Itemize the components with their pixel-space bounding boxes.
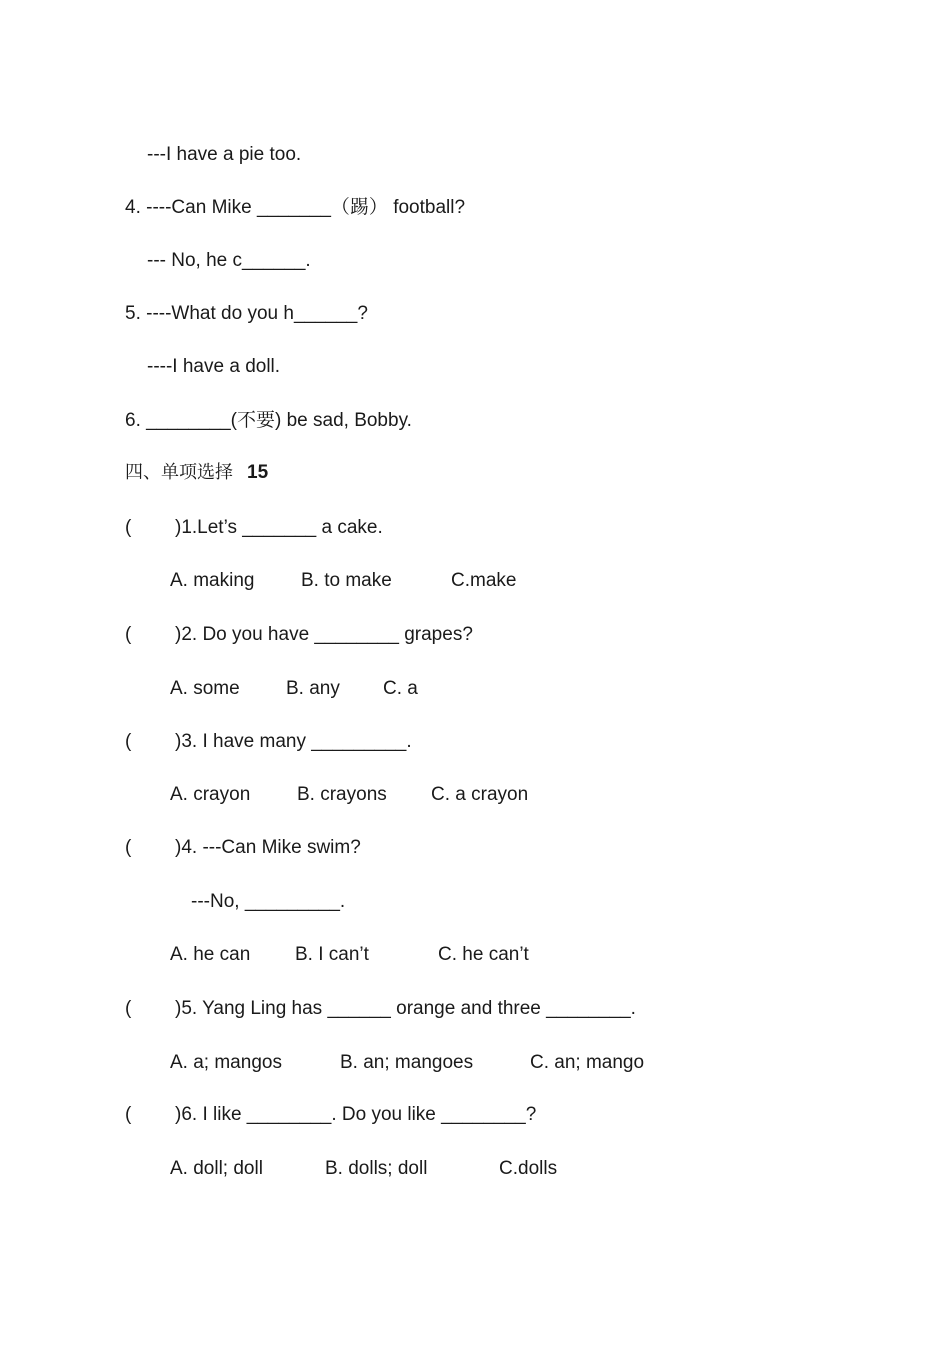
mc1-option-c: C.make [451,570,517,591]
mc1-option-b: B. to make [301,570,392,591]
mc3-option-b: B. crayons [297,784,387,805]
q5-question: 5. ----What do you h______? [125,303,368,324]
mc5-option-b: B. an; mangoes [340,1052,474,1073]
mc4-option-a: A. he can [170,944,251,965]
q3-reply: ---I have a pie too. [147,144,302,165]
mc4-option-c: C. he can’t [438,944,529,965]
answer-paren: ( [125,837,132,858]
mc2-stem: )2. Do you have ________ grapes? [175,624,473,645]
mc4-option-b: B. I can’t [295,944,369,965]
mc3-stem: )3. I have many _________. [175,731,412,752]
section-heading [125,463,268,482]
answer-paren: ( [125,731,132,752]
mc6-stem: )6. I like ________. Do you like ________? [175,1104,537,1125]
mc3-option-c: C. a crayon [431,784,529,805]
mc6-option-b: B. dolls; doll [325,1158,428,1179]
mc2-option-a: A. some [170,678,240,699]
mc5-option-a: A. a; mangos [170,1052,282,1073]
section-score: 15 [247,462,269,483]
answer-paren: ( [125,998,132,1019]
mc1-stem: )1.Let’s _______ a cake. [175,517,383,538]
section-title: 四、单项选择 [125,462,233,483]
q6-question: 6. ________(不要) be sad, Bobby. [125,410,412,431]
mc3-option-a: A. crayon [170,784,251,805]
mc4-sub: ---No, _________. [191,891,346,912]
mc1-option-a: A. making [170,570,255,591]
mc5-stem: )5. Yang Ling has ______ orange and three ________. [175,998,636,1019]
mc6-option-c: C.dolls [499,1158,558,1179]
answer-paren: ( [125,624,132,645]
mc6-option-a: A. doll; doll [170,1158,263,1179]
q4-reply: --- No, he c______. [147,250,311,271]
mc5-option-c: C. an; mango [530,1052,645,1073]
answer-paren: ( [125,1104,132,1125]
answer-paren: ( [125,517,132,538]
mc2-option-b: B. any [286,678,340,699]
mc4-stem: )4. ---Can Mike swim? [175,837,361,858]
mc2-option-c: C. a [383,678,418,699]
q4-question: 4. ----Can Mike _______（踢） football? [125,197,466,218]
q5-reply: ----I have a doll. [147,356,281,377]
